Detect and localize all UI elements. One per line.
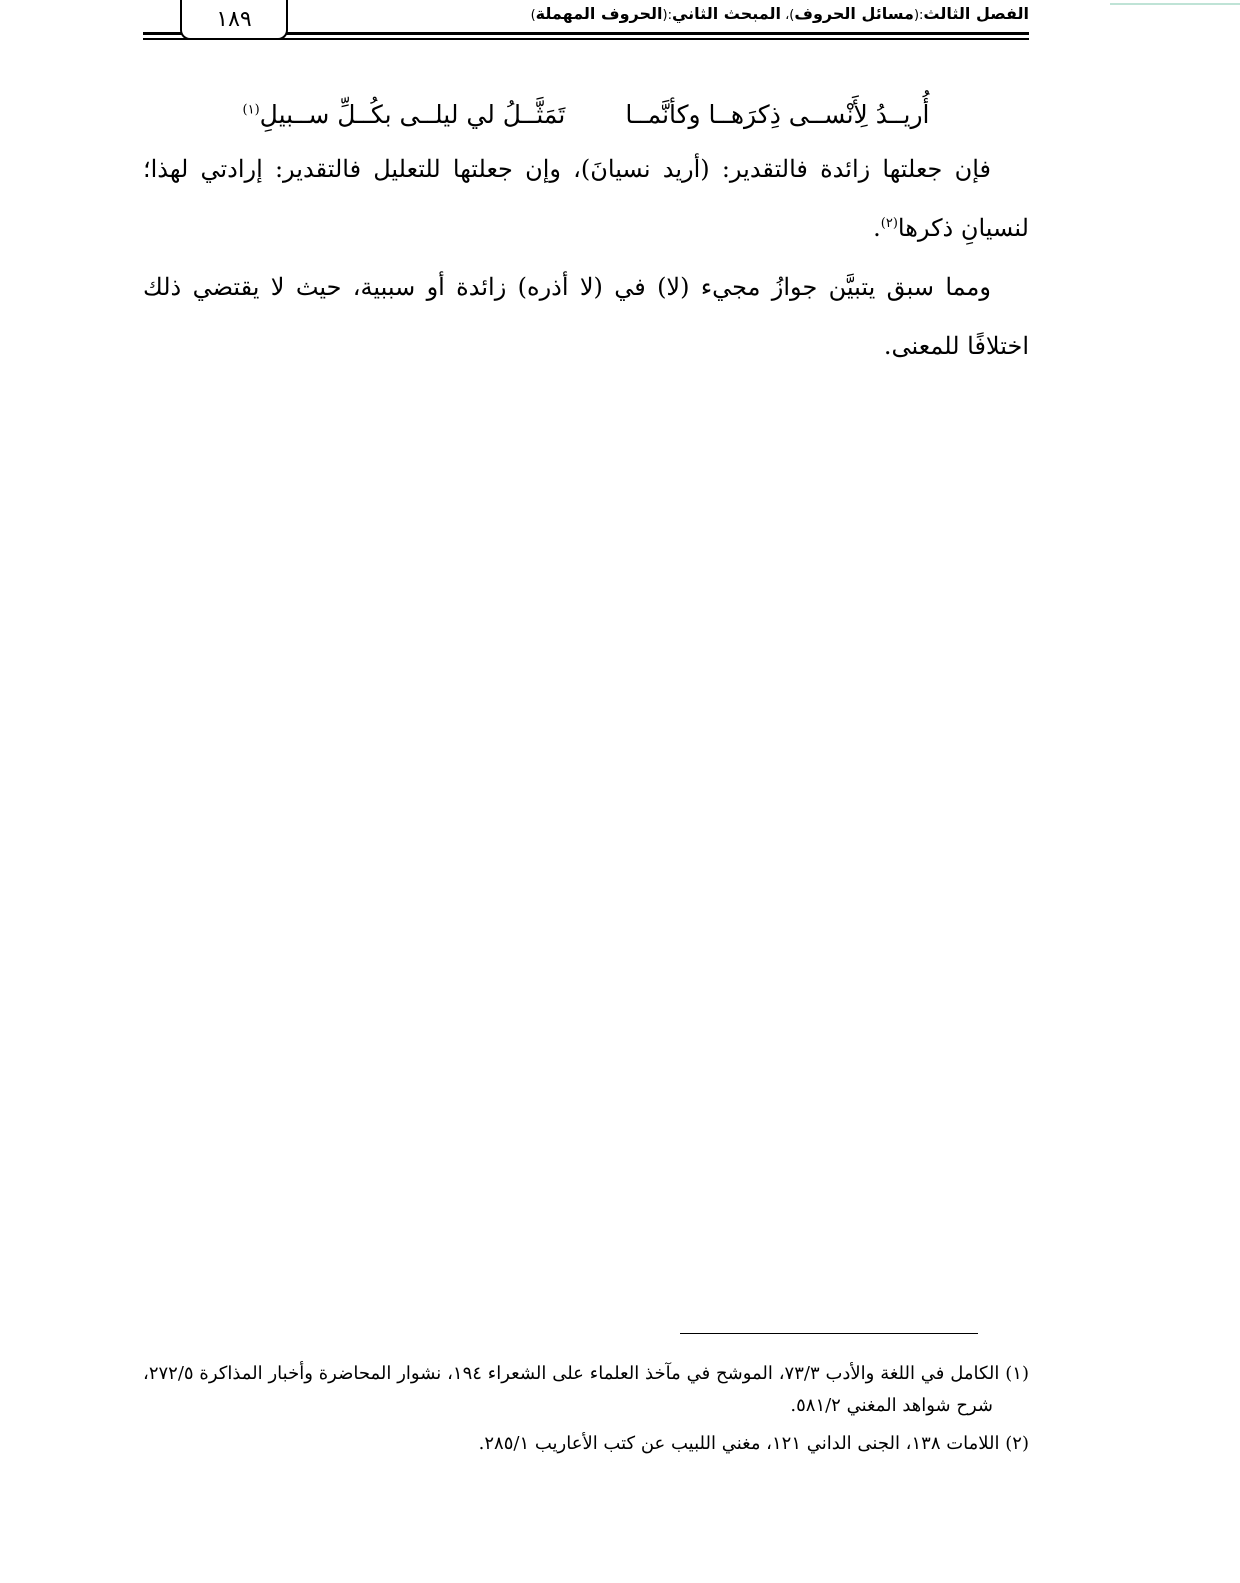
verse-second-hemistich: تَمَثَّــلُ لي ليلــى بكُــلِّ ســبيلِ — [259, 100, 566, 129]
footnote-item — [143, 1358, 1029, 1422]
page-number-text: ١٨٩ — [216, 6, 252, 32]
paragraph-tail: . — [873, 214, 881, 242]
paragraph — [143, 258, 1029, 376]
section-label: المبحث الثاني — [671, 4, 781, 23]
verse-first-hemistich: أُريــدُ لِأَنْســى ذِكرَهــا وكأنَّمــا — [625, 100, 930, 129]
chapter-label: الفصل الثالث — [923, 4, 1029, 23]
footnotes — [143, 1358, 1029, 1466]
poetry-verse — [143, 90, 1029, 140]
footnote-text: اللامات ١٣٨، الجنى الداني ١٢١، مغني اللبيب عن كتب الأعاريب ٢٨٥/١. — [478, 1433, 1000, 1454]
page-header — [143, 0, 1029, 44]
footnote-number: (٢) — [1005, 1433, 1029, 1454]
paragraph — [143, 140, 1029, 258]
footnote-text: الكامل في اللغة والأدب ٧٣/٣، الموشح في مآخذ العلماء على الشعراء ١٩٤، نشوار المحاضرة وأخبار المذاكرة ٢٧٢/٥، شرح شواهد المغني ٥٨١/٢. — [143, 1363, 1000, 1416]
footnote-ref[interactable]: (٢) — [880, 216, 898, 231]
scan-edge-mark — [1110, 3, 1240, 5]
verse-second-hemistich-wrap — [243, 90, 566, 140]
section-title: الحروف المهملة — [535, 4, 663, 23]
main-text — [143, 90, 1029, 376]
paragraph-text: ومما سبق يتبيَّن جوازُ مجيء (لا) في (لا أذره) زائدة أو سببية، حيث لا يقتضي ذلك اختلافًا للمعنى. — [143, 273, 1029, 360]
footnote-item — [143, 1428, 1029, 1460]
chapter-title: مسائل الحروف — [794, 4, 914, 23]
footnote-number: (١) — [1005, 1363, 1029, 1384]
footnote-ref[interactable]: (١) — [242, 102, 260, 118]
paragraph-text: فإن جعلتها زائدة فالتقدير: (أريد نسيانَ)، وإن جعلتها للتعليل فالتقدير: إرادتي لهذا؛ لنسيانِ ذكرها — [143, 155, 1029, 242]
running-title: الفصل الثالث:(مسائل الحروف)، المبحث الثاني:(الحروف المهملة) — [530, 4, 1029, 23]
page-number — [180, 0, 288, 40]
footnote-separator — [680, 1333, 978, 1334]
